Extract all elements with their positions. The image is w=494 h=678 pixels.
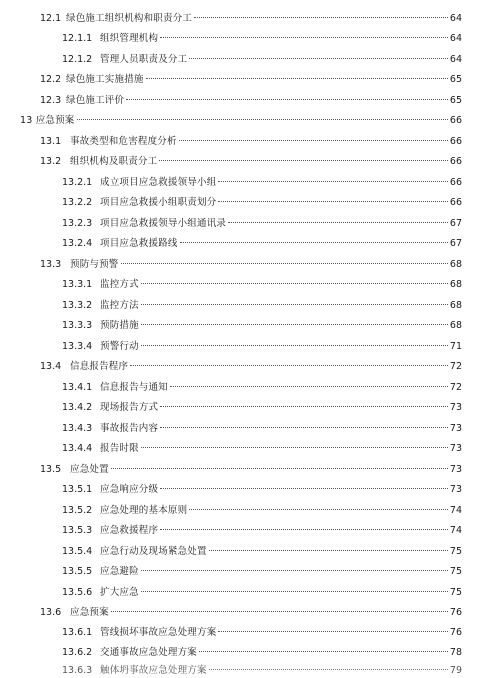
toc-entry-page: 71 <box>449 341 462 352</box>
toc-entry[interactable] <box>40 135 462 149</box>
toc-entry-title: 信息报告与通知 <box>100 382 168 393</box>
toc-entry-number: 12.1.1 <box>62 33 93 44</box>
dot-leader <box>218 201 448 202</box>
toc-entry-title: 13 应急预案 <box>20 115 75 126</box>
toc-entry-page: 72 <box>449 361 462 372</box>
dot-leader <box>126 99 448 100</box>
toc-entry-page: 78 <box>449 647 462 658</box>
toc-entry[interactable] <box>62 53 462 67</box>
toc-entry-page: 75 <box>449 566 462 577</box>
toc-entry[interactable] <box>62 319 462 333</box>
dot-leader <box>218 181 448 182</box>
toc-entry-number: 13.2.1 <box>62 177 93 188</box>
toc-entry-number: 13.2.3 <box>62 218 93 229</box>
toc-entry-number: 13.3.3 <box>62 320 93 331</box>
toc-entry-number: 13.6 <box>40 607 62 618</box>
toc-entry-page: 73 <box>449 423 462 434</box>
toc-entry-page: 66 <box>449 197 462 208</box>
dot-leader <box>141 591 448 592</box>
dot-leader <box>170 386 448 387</box>
toc-entry-title: 绿色施工评价 <box>66 95 125 106</box>
toc-entry-title: 报告时限 <box>100 443 139 454</box>
toc-entry-title: 项目应急救援路线 <box>100 238 178 249</box>
toc-entry-number: 13.6.3 <box>62 665 93 676</box>
toc-entry[interactable] <box>62 442 462 456</box>
dot-leader <box>179 140 448 141</box>
toc-entry-page: 68 <box>449 279 462 290</box>
toc-entry-title: 应急预案 <box>70 607 109 618</box>
toc-entry-number: 13.4.3 <box>62 423 93 434</box>
toc-entry-page: 73 <box>449 443 462 454</box>
toc-entry-page: 68 <box>449 259 462 270</box>
dot-leader <box>199 651 448 652</box>
toc-entry[interactable] <box>62 381 462 395</box>
toc-entry-page: 79 <box>449 665 462 676</box>
toc-entry-title: 应急响应分级 <box>100 484 159 495</box>
toc-entry[interactable] <box>40 360 462 374</box>
toc-entry[interactable] <box>62 524 462 538</box>
dot-leader <box>180 242 448 243</box>
toc-entry-number: 13.6.1 <box>62 627 93 638</box>
toc-entry-title: 应急处置 <box>70 464 109 475</box>
dot-leader <box>121 263 448 264</box>
toc-entry-title: 现场报告方式 <box>100 402 159 413</box>
dot-leader <box>141 324 448 325</box>
toc-entry-page: 73 <box>449 402 462 413</box>
toc-entry-number: 13.5.1 <box>62 484 93 495</box>
toc-entry-title: 管线损坏事故应急处理方案 <box>100 627 217 638</box>
toc-entry-number: 13.3.4 <box>62 341 93 352</box>
toc-entry[interactable] <box>40 606 462 620</box>
dot-leader <box>189 509 448 510</box>
dot-leader <box>141 345 448 346</box>
toc-entry[interactable] <box>62 586 462 600</box>
toc-entry-title: 预警行动 <box>100 341 139 352</box>
toc-entry-number: 13.5.5 <box>62 566 93 577</box>
dot-leader <box>111 468 448 469</box>
toc-entry-number: 13.6.2 <box>62 647 93 658</box>
toc-entry-page: 76 <box>449 627 462 638</box>
toc-entry-page: 68 <box>449 300 462 311</box>
toc-entry-title: 组织机构及职责分工 <box>70 156 158 167</box>
dot-leader <box>160 427 448 428</box>
toc-entry-number: 13.5.2 <box>62 505 93 516</box>
toc-entry-title: 扩大应急 <box>100 587 139 598</box>
toc-entry-page: 75 <box>449 587 462 598</box>
toc-entry-page: 66 <box>449 156 462 167</box>
toc-entry-title: 预防与预警 <box>70 259 119 270</box>
toc-entry-page: 72 <box>449 382 462 393</box>
toc-entry[interactable] <box>62 237 462 251</box>
toc-entry-title: 绿色施工实施措施 <box>66 74 144 85</box>
toc-entry-title: 预防措施 <box>100 320 139 331</box>
toc-entry-page: 65 <box>449 95 462 106</box>
toc-entry-page: 75 <box>449 546 462 557</box>
toc-entry[interactable] <box>62 32 462 46</box>
toc-entry-page: 66 <box>449 136 462 147</box>
dot-leader <box>130 365 448 366</box>
toc-entry[interactable] <box>62 483 462 497</box>
toc-entry-page: 66 <box>449 177 462 188</box>
toc-entry-title: 组织管理机构 <box>100 33 159 44</box>
toc-entry-number: 13.4.4 <box>62 443 93 454</box>
toc-entry-title: 管理人员职责及分工 <box>100 54 188 65</box>
toc-entry[interactable] <box>40 73 462 87</box>
toc-entry-title: 应急处理的基本原则 <box>100 505 188 516</box>
toc-entry[interactable] <box>62 196 462 210</box>
toc-entry-title: 应急行动及现场紧急处置 <box>100 546 207 557</box>
toc-entry-title: 事故报告内容 <box>100 423 159 434</box>
toc-entry-title: 信息报告程序 <box>70 361 129 372</box>
toc-entry[interactable] <box>62 217 462 231</box>
toc-entry[interactable] <box>62 299 462 313</box>
toc-entry-number: 13.4 <box>40 361 62 372</box>
toc-entry-title: 项目应急救援小组职责划分 <box>100 197 217 208</box>
dot-leader <box>111 611 448 612</box>
dot-leader <box>194 17 448 18</box>
toc-entry-title: 成立项目应急救援领导小组 <box>100 177 217 188</box>
dot-leader <box>146 78 448 79</box>
toc-entry[interactable] <box>62 401 462 415</box>
toc-entry-number: 13.4.2 <box>62 402 93 413</box>
toc-entry[interactable] <box>40 94 462 108</box>
toc-entry[interactable] <box>62 626 462 640</box>
toc-entry[interactable] <box>62 545 462 559</box>
toc-entry-page: 74 <box>449 525 462 536</box>
toc-entry-page: 68 <box>449 320 462 331</box>
dot-leader <box>160 488 448 489</box>
dot-leader <box>141 570 448 571</box>
toc-entry-number: 13.2 <box>40 156 62 167</box>
toc-entry-title: 应急救援程序 <box>100 525 159 536</box>
toc-entry[interactable] <box>62 278 462 292</box>
dot-leader <box>160 406 448 407</box>
toc-entry-number: 13.5.4 <box>62 546 93 557</box>
dot-leader <box>209 669 448 670</box>
toc-entry-number: 12.2 <box>40 74 62 85</box>
toc-entry-title: 事故类型和危害程度分析 <box>70 136 177 147</box>
toc-entry[interactable] <box>40 12 462 26</box>
dot-leader <box>160 37 448 38</box>
toc-entry-number: 13.1 <box>40 136 62 147</box>
dot-leader <box>141 283 448 284</box>
toc-entry[interactable] <box>40 155 462 169</box>
toc-entry[interactable] <box>20 114 462 128</box>
toc-entry-title: 触体坍事故应急处理方案 <box>100 665 207 676</box>
toc-entry-number: 13.4.1 <box>62 382 93 393</box>
dot-leader <box>141 304 448 305</box>
toc-entry-title: 监控方法 <box>100 300 139 311</box>
toc-entry-page: 73 <box>449 464 462 475</box>
toc-entry-number: 13.5.6 <box>62 587 93 598</box>
dot-leader <box>159 160 448 161</box>
toc-entry-title: 应急避险 <box>100 566 139 577</box>
toc-entry-number: 13.5.3 <box>62 525 93 536</box>
toc-entry-number: 12.1 <box>40 13 62 24</box>
toc-entry-title: 交通事故应急处理方案 <box>100 647 198 658</box>
toc-entry[interactable] <box>40 463 462 477</box>
toc-entry-page: 76 <box>449 607 462 618</box>
dot-leader <box>160 529 448 530</box>
toc-entry-number: 13.2.2 <box>62 197 93 208</box>
dot-leader <box>228 222 448 223</box>
toc-entry[interactable] <box>62 504 462 518</box>
toc-entry-number: 12.1.2 <box>62 54 93 65</box>
dot-leader <box>209 550 448 551</box>
toc-entry[interactable] <box>62 664 462 678</box>
toc-entry-number: 13.3 <box>40 259 62 270</box>
toc-entry-number: 12.3 <box>40 95 62 106</box>
toc-entry-page: 65 <box>449 74 462 85</box>
toc-entry[interactable] <box>62 176 462 190</box>
toc-entry-title: 监控方式 <box>100 279 139 290</box>
toc-entry-title: 绿色施工组织机构和职责分工 <box>66 13 193 24</box>
toc-entry[interactable] <box>62 340 462 354</box>
toc-entry[interactable] <box>62 422 462 436</box>
dot-leader <box>141 447 448 448</box>
toc-entry[interactable] <box>40 258 462 272</box>
toc-entry-number: 13.2.4 <box>62 238 93 249</box>
dot-leader <box>189 58 448 59</box>
toc-entry-page: 73 <box>449 484 462 495</box>
toc-entry[interactable] <box>62 646 462 660</box>
toc-entry-page: 66 <box>449 115 462 126</box>
toc-entry-page: 64 <box>449 13 462 24</box>
toc-entry-page: 74 <box>449 505 462 516</box>
toc-entry-page: 64 <box>449 54 462 65</box>
toc-entry-number: 13.5 <box>40 464 62 475</box>
toc-entry-page: 67 <box>449 238 462 249</box>
toc-entry-page: 67 <box>449 218 462 229</box>
toc-entry[interactable] <box>62 565 462 579</box>
toc-entry-title: 项目应急救援领导小组通讯录 <box>100 218 227 229</box>
toc-entry-number: 13.3.2 <box>62 300 93 311</box>
dot-leader <box>218 631 448 632</box>
dot-leader <box>77 119 448 120</box>
toc-entry-page: 64 <box>449 33 462 44</box>
toc-entry-number: 13.3.1 <box>62 279 93 290</box>
